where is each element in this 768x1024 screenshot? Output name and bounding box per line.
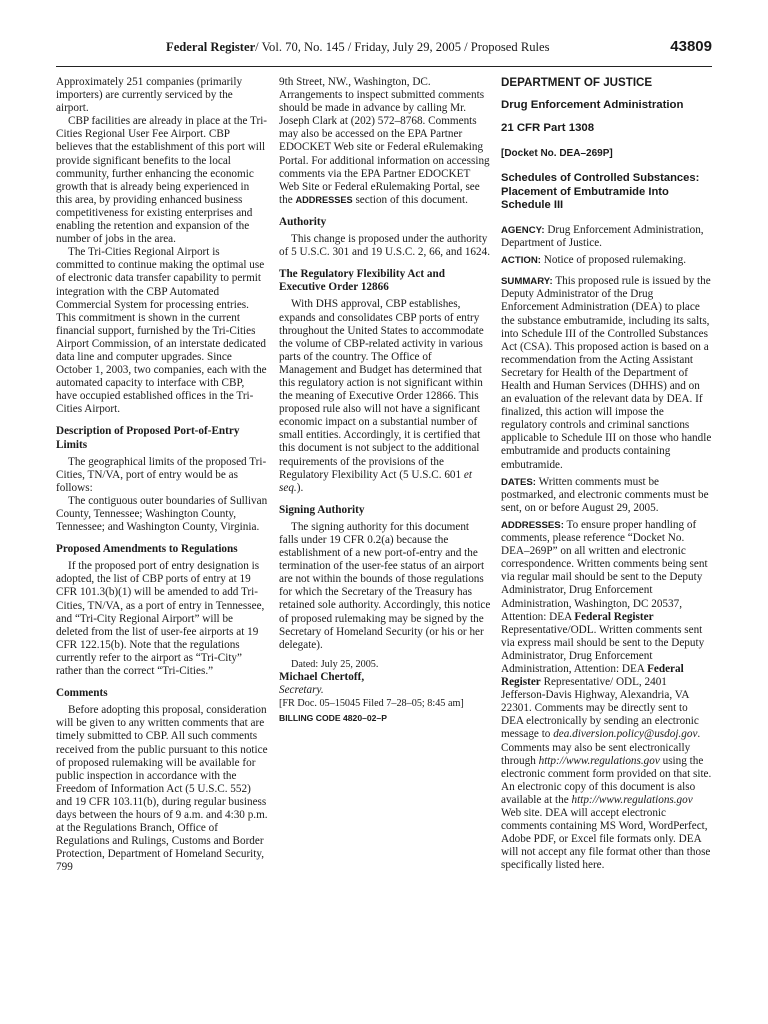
text-run: Representative/ ODL, 2401 Jefferson-Davis Highway, Alexandria, VA 22301. Comments may be directly sent to DEA electronically by sending an electronic message to	[501, 676, 699, 741]
cfr-part: 21 CFR Part 1308	[501, 122, 595, 135]
signer-name: Michael Chertoff,	[279, 670, 365, 683]
text-run: section of this document.	[355, 193, 468, 206]
column-2	[279, 76, 491, 725]
paragraph: Before adopting this proposal, consideration will be given to any written comments that are timely submitted to CBP. All such comments received from the public pursuant to this notice of proposed rulemaking will be available for public inspection in accordance with the Freedom of Information Act (5 U.S.C. 552) and 19 CFR 103.11(b), during regular business days between the hours of 9 a.m. and 4:30 p.m. at the Regulations Branch, Office of Regulations and Rulings, Customs and Border Protection, Department of Homeland Security, 799	[56, 704, 268, 874]
text-run: Representative/ODL. Written comments sent via express mail should be sent to the Deputy Administrator, Drug Enforcement Administration, Attention: DEA	[501, 623, 705, 675]
paragraph: If the proposed port of entry designation is adopted, the list of CBP ports of entry at 19 CFR 101.3(b)(1) will be amended to add Tri-Cities, TN/VA, as a port of entry in Tennessee, and “Tri-City Regional Airport” will be deleted from the list of user-fee airports at 19 CFR 122.15(b). Note that the regulations currently refer to the airport as “Tri-City” rather than the correct “Tri-Cities.”	[56, 560, 265, 678]
signer-title	[279, 684, 491, 697]
regulations-link[interactable]: http://www.regulations.gov	[538, 754, 660, 767]
agency-field	[501, 224, 712, 250]
text-run: 9th Street, NW., Washington, DC. Arrangements to inspect submitted comments should be made in advance by calling Mr. Joseph Clark at (202) 572–8768. Comments may also be accessed on the EPA Partner EDOCKET Web site or Federal eRulemaking Portal. For additional information on accessing comments via the EPA Partner EDOCKET Web Site or Federal eRulemaking Portal, see the	[279, 76, 490, 206]
text-run: Web site. DEA will accept electronic comments containing MS Word, WordPerfect, Adobe PDF, or Excel file formats only. DEA will not accept any file format other than those specifically listed here.	[501, 807, 711, 872]
addresses-label: ADDRESSES:	[501, 519, 564, 531]
text-run: With DHS approval, CBP establishes, expands and consolidates CBP ports of entry throughout the United States to accommodate the volume of CBP-related activity in various parts of the country. The Office of Management and Budget has determined that this regulatory action is not significant within the meaning of Executive Order 12866. This proposed rule also will not have a significant economic impact on a substantial number of small entities. Accordingly, it is certified that this document is not subject to the additional requirements of the provisions of the Regulatory Flexibility Act (5 U.S.C. 601	[279, 298, 484, 481]
text-run: ).	[296, 481, 304, 494]
text-italic: et seq.	[279, 468, 472, 494]
journal-name: Federal Register	[166, 40, 256, 54]
fr-doc-line: [FR Doc. 05–15045 Filed 7–28–05; 8:45 am]	[279, 698, 464, 710]
paragraph: This change is proposed under the authority of 5 U.S.C. 301 and 19 U.S.C. 2, 66, and 1624.	[279, 233, 491, 259]
paragraph: The signing authority for this document falls under 19 CFR 0.2(a) because the establishment of a new port-of-entry and the termination of the user-fee status of an airport are not within the bounds of those regulations for which the Secretary of the Treasury has retained sole authority. Accordingly, this notice of proposed rulemaking may be signed by the Secretary of Homeland Security (or his or her delegate).	[279, 520, 491, 651]
section-heading: Description of Proposed Port-of-Entry Limits	[56, 425, 240, 451]
paragraph: Approximately 251 companies (primarily importers) are currently serviced by the airport.	[56, 76, 243, 115]
section-heading: The Regulatory Flexibility Act and Executive Order 12866	[279, 268, 445, 294]
addresses-reference: ADDRESSES	[295, 194, 353, 205]
header-citation	[166, 40, 550, 55]
action-field	[501, 254, 712, 267]
section-heading: Signing Authority	[279, 503, 365, 516]
text-run: To ensure proper handling of comments, please reference “Docket No. DEA–269P” on all written and electronic correspondence. Written comments being sent via regular mail should be sent to the Deputy Administrator, Drug Enforcement Administration, Washington, DC 20537, Attention: DEA	[501, 518, 708, 623]
action-label: ACTION:	[501, 255, 541, 267]
text-bold: Federal Register	[501, 662, 684, 689]
text-run: using the electronic comment form provided on that site. An electronic copy of this document is also available at the	[501, 754, 712, 806]
paragraph: The geographical limits of the proposed Tri-Cities, TN/VA, port of entry would be as follows:	[56, 455, 267, 494]
text-bold: Federal Register	[574, 610, 654, 623]
column-1	[56, 76, 268, 874]
header-details: / Vol. 70, No. 145 / Friday, July 29, 2005 / Proposed Rules	[255, 40, 550, 54]
docket-number: [Docket No. DEA–269P]	[501, 148, 613, 160]
regulations-link[interactable]: http://www.regulations.gov	[571, 793, 693, 806]
paragraph	[279, 298, 491, 494]
dates-text: Written comments must be postmarked, and electronic comments must be sent, on or before August 29, 2005.	[501, 475, 709, 514]
action-text: Notice of proposed rulemaking.	[543, 254, 687, 267]
signature-date: Dated: July 25, 2005.	[291, 658, 379, 670]
page-number: 43809	[670, 38, 712, 55]
paragraph	[279, 76, 491, 207]
dates-label: DATES:	[501, 476, 536, 488]
agency-heading: Drug Enforcement Administration	[501, 99, 684, 112]
section-heading: Proposed Amendments to Regulations	[56, 543, 238, 556]
dates-field	[501, 476, 712, 515]
text-run: . Comments may also be sent electronically through	[501, 728, 701, 767]
summary-label: SUMMARY:	[501, 276, 553, 288]
email-link[interactable]: dea.diversion.policy@usdoj.gov	[553, 728, 698, 741]
agency-text: Drug Enforcement Administration, Department of Justice.	[501, 223, 704, 250]
addresses-field	[501, 519, 712, 873]
column-3	[501, 76, 712, 872]
summary-field	[501, 275, 712, 471]
paragraph: CBP facilities are already in place at the Tri-Cities Regional User Fee Airport. CBP believes that the establishment of this port will provide significant benefits to the local community, further enhancing the economic growth that is already being experienced in this area, by providing enhanced business competitiveness for existing enterprises and enabling the retention and expansion of the number of jobs in the area.	[56, 115, 268, 246]
agency-label: AGENCY:	[501, 224, 545, 236]
rule-title: Schedules of Controlled Substances: Placement of Embutramide Into Schedule III	[501, 172, 700, 211]
section-heading: Authority	[279, 215, 327, 228]
page-header	[56, 38, 712, 67]
text-italic: Secretary.	[279, 684, 324, 697]
paragraph: The Tri-Cities Regional Airport is committed to continue making the optimal use of electronic data transfer capability to permit integration with the CBP Automated Commercial System for processing entries. This commitment is shown in the current financial support, furnished by the Tri-Cities Airport Commission, of an interstate dedicated data line and computer upgrades. Since October 1, 2003, two companies, each with the automated capacity to interface with CBP, have occupied established offices in the Tri-Cities Airport.	[56, 246, 267, 416]
paragraph: The contiguous outer boundaries of Sullivan County, Tennessee; Washington County, Tennessee; and Washington County, Virginia.	[56, 494, 268, 534]
billing-code: BILLING CODE 4820–02–P	[279, 713, 387, 724]
section-heading: Comments	[56, 687, 108, 700]
department-heading: DEPARTMENT OF JUSTICE	[501, 76, 653, 89]
summary-text: This proposed rule is issued by the Deputy Administrator of the Drug Enforcement Administration (DEA) to place the substance embutramide, including its salts, into Schedule III of the Controlled Substances Act (CSA). This proposed action is based on a recommendation from the Acting Assistant Secretary for Health of the Department of Health and Human Services (DHHS) and on an evaluation of the relevant data by DEA. If finalized, this action will impose the regulatory controls and criminal sanctions applicable to Schedule III on those who handle embutramide and products containing embutramide.	[501, 275, 712, 471]
